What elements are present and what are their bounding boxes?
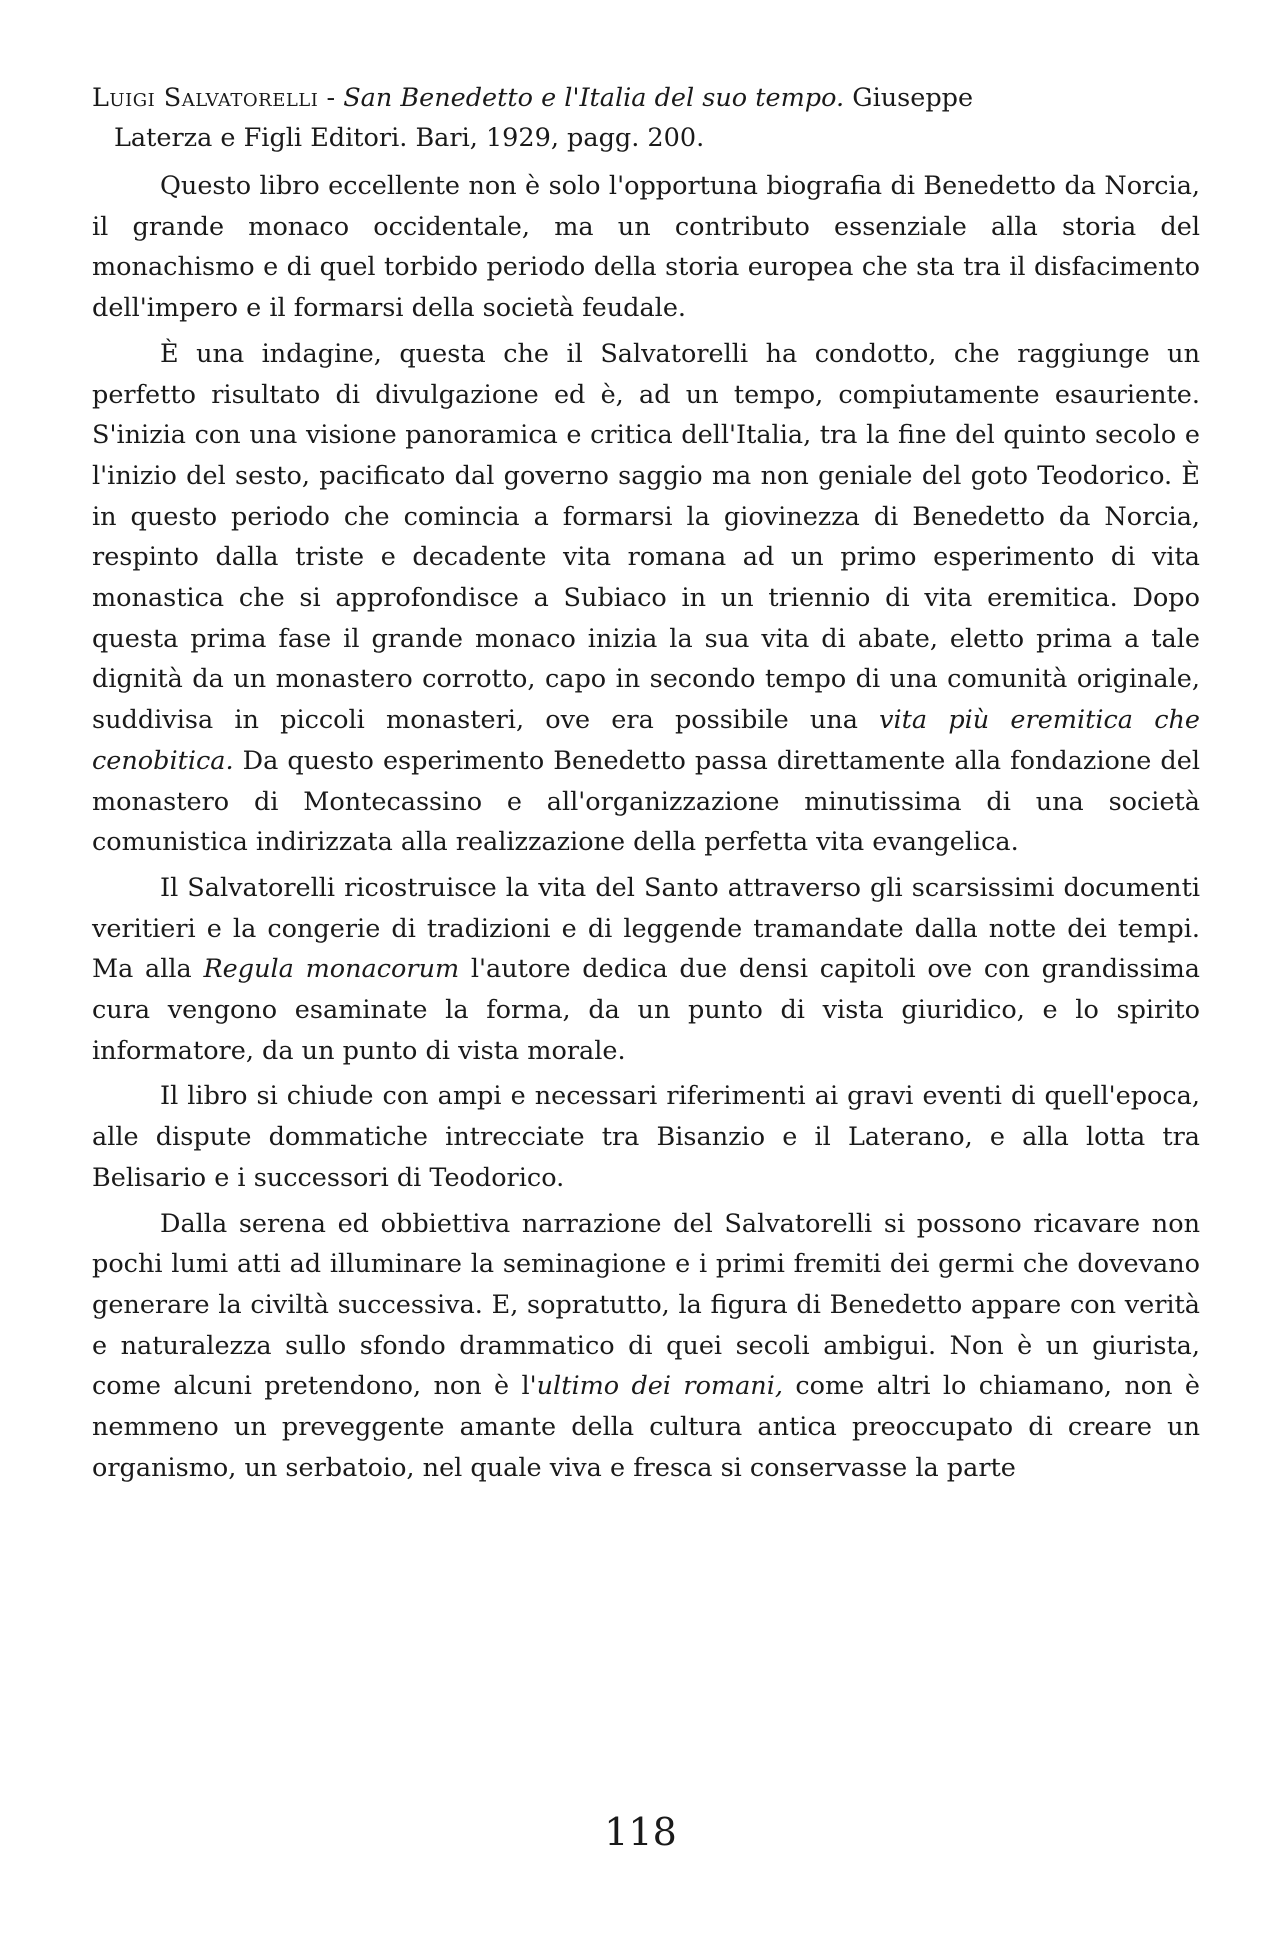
publisher-line: Laterza e Figli Editori. Bari, 1929, pagg. 200. — [114, 123, 705, 153]
book-title: San Benedetto e l'Italia del suo tempo. — [343, 83, 845, 113]
paragraph-2-italic: vita più eremitica che cenobitica. — [92, 705, 1201, 776]
paragraph-5-text-a: Dalla serena ed obbiettiva narrazione del Salvatorelli si possono ricavare non pochi lumi atti ad illuminare la seminagione e i primi fremiti dei germi che dovevano generare la civiltà successiva. E, sopratutto, la figura di Benedetto appare con verità e naturalezza sullo sfondo drammatico di quei secoli ambigui. Non è un giurista, come alcuni pretendono, non è l' — [92, 1208, 1200, 1402]
paragraph-3-text-c: l'autore dedica due densi capitoli ove con grandissima cura vengono esaminate la forma, da un punto di vista giuridico, e lo spirito informatore, da un punto di vista morale. — [92, 954, 1200, 1066]
paragraph-3-italic: Regula monacorum — [203, 954, 460, 985]
paragraph-2-text-c: Da questo esperimento Benedetto passa direttamente alla fondazione del monastero di Montecassino e all'organizzazione minutissima di una società comunistica indirizzata alla realizzazione della perfetta vita evangelica. — [92, 745, 1200, 858]
paragraph-5-text-c: come altri lo chiamano, non è nemmeno un preveggente amante della cultura antica preoccupato di creare un organismo, un serbatoio, nel quale viva e fresca si conservasse la parte — [92, 1371, 1201, 1483]
paragraph-4: Il libro si chiude con ampi e necessari riferimenti ai gravi eventi di quell'epoca, alle dispute dommatiche intrecciate tra Bisanzio e il Laterano, e alla lotta tra Belisario e i successori di Teodorico. — [92, 1081, 1200, 1193]
paragraph-1: Questo libro eccellente non è solo l'opportuna biografia di Benedetto da Norcia, il grande monaco occidentale, ma un contributo essenziale alla storia del monachismo e di quel torbido periodo della storia europea che sta tra il disfacimento dell'impero e il formarsi della società feudale. — [92, 171, 1200, 324]
bibliographic-header — [92, 78, 1200, 158]
header-separator: - — [318, 83, 344, 113]
publisher-part-1: Giuseppe — [844, 83, 974, 113]
author-name: Luigi Salvatorelli — [92, 83, 319, 113]
paragraph-2-text-a: È una indagine, questa che il Salvatorelli ha condotto, che raggiunge un perfetto risultato di divulgazione ed è, ad un tempo, compiutamente esauriente. S'inizia con una visione panoramica e critica dell'Italia, tra la fine del quinto secolo e l'inizio del sesto, pacificato dal governo saggio ma non geniale del goto Teodorico. È in questo periodo che comincia a formarsi la giovinezza di Benedetto da Norcia, respinto dalla triste e decadente vita romana ad un primo esperimento di vita monastica che si approfondisce a Subiaco in un triennio di vita eremitica. Dopo questa prima fase il grande monaco inizia la sua vita di abate, eletto prima a tale dignità da un monastero corrotto, capo in secondo tempo di una comunità originale, suddivisa in piccoli monasteri, ove era possibile una — [92, 338, 1200, 736]
paragraph-5 — [92, 1204, 1200, 1489]
review-page — [92, 78, 1200, 1494]
paragraph-3-text-a: Il Salvatorelli ricostruisce la vita del Santo attraverso gli scarsissimi documenti veritieri e la congerie di tradizioni e di leggende tramandate dalla notte dei tempi. Ma alla — [92, 872, 1200, 985]
page-number: 118 — [604, 1810, 677, 1854]
paragraph-2 — [92, 334, 1200, 863]
paragraph-5-italic: ultimo dei romani, — [536, 1371, 783, 1402]
paragraph-3 — [92, 868, 1200, 1072]
